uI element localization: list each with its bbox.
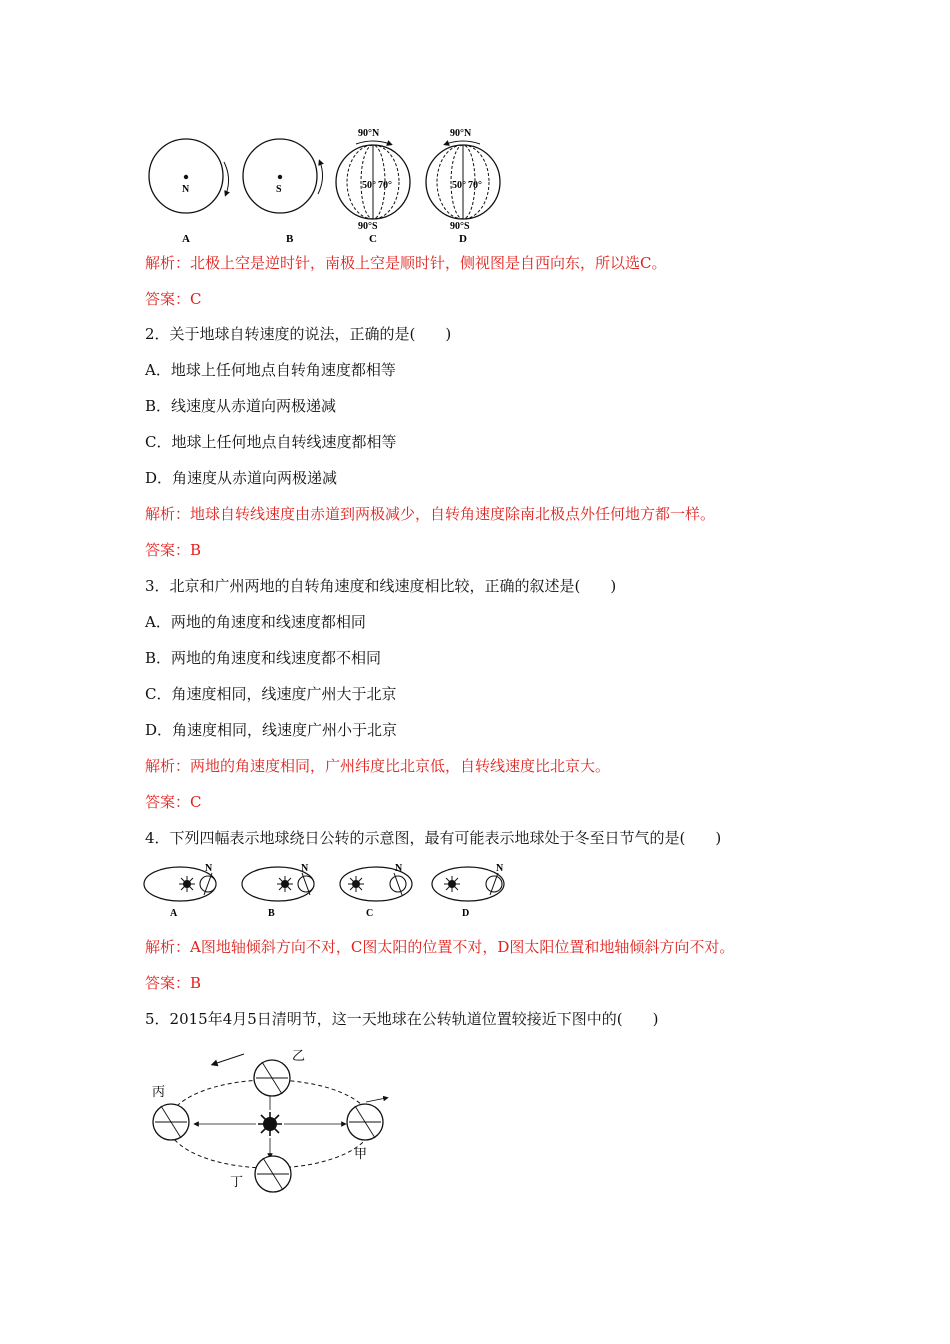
orbit-label-b: B (268, 908, 275, 919)
q2-answer: 答案：B (145, 541, 202, 559)
label-90s-d: 90°S (450, 221, 470, 232)
north-label-b: N (301, 863, 309, 874)
q2-option-c: C．地球上任何地点自转线速度都相等 (145, 433, 397, 451)
earth-position-jia (347, 1098, 386, 1161)
rotation-figure (140, 122, 510, 250)
north-label-a: N (205, 863, 213, 874)
orbit-label-d: D (462, 908, 470, 919)
north-label-c: N (395, 863, 403, 874)
q1-answer: 答案：C (145, 290, 202, 308)
north-label-d: N (496, 863, 504, 874)
label-bing: 丙 (152, 1084, 166, 1099)
q5-stem: 5．2015年4月5日清明节，这一天地球在公转轨道位置较接近下图中的( ) (145, 1010, 659, 1028)
orbit-position-figure (140, 1040, 400, 1200)
figure-label-c: C (369, 233, 377, 245)
figure-d-side-view (426, 128, 500, 245)
orbit-option-d (432, 863, 504, 919)
label-90n-d: 90°N (450, 128, 472, 139)
q2-stem: 2．关于地球自转速度的说法，正确的是( ) (145, 325, 452, 343)
label-90s-c: 90°S (358, 221, 378, 232)
orbit-option-a (144, 863, 216, 919)
pole-label-n: N (182, 184, 190, 195)
figure-label-b: B (286, 233, 294, 245)
q2-option-d: D．角速度从赤道向两极递减 (145, 469, 338, 487)
label-ding: 丁 (230, 1174, 244, 1189)
orbit-label-c: C (366, 908, 374, 919)
q4-answer: 答案：B (145, 974, 202, 992)
q3-option-d: D．角速度相同，线速度广州小于北京 (145, 721, 398, 739)
orbit-label-a: A (170, 908, 178, 919)
orbit-options-figure (140, 858, 520, 922)
figure-a-north-pole-view (149, 139, 229, 245)
label-lat70-c: 70° (378, 180, 392, 191)
q2-option-a: A．地球上任何地点自转角速度都相等 (145, 361, 396, 379)
q3-analysis: 解析：两地的角速度相同，广州纬度比北京低，自转线速度比北京大。 (145, 757, 611, 775)
q1-analysis: 解析：北极上空是逆时针，南极上空是顺时针，侧视图是自西向东，所以选C。 (145, 254, 667, 272)
q3-answer: 答案：C (145, 793, 202, 811)
q2-option-b: B．线速度从赤道向两极递减 (145, 397, 337, 415)
pole-label-s: S (276, 184, 282, 195)
figure-label-d: D (459, 233, 467, 245)
q3-option-c: C．角速度相同，线速度广州大于北京 (145, 685, 397, 703)
figure-label-a: A (182, 233, 190, 245)
q3-stem: 3．北京和广州两地的自转角速度和线速度相比较，正确的叙述是( ) (145, 577, 617, 595)
label-lat50-c: 50° (362, 180, 376, 191)
sun-icon (258, 1112, 282, 1136)
earth-position-yi (254, 1048, 305, 1096)
figure-c-side-view (336, 128, 410, 245)
label-jia: 甲 (354, 1146, 368, 1161)
orbit-option-b (242, 863, 314, 919)
figure-b-south-pole-view (243, 139, 323, 245)
orbit-option-c (340, 863, 412, 919)
earth-position-bing (152, 1084, 189, 1140)
q3-option-b: B．两地的角速度和线速度都不相同 (145, 649, 382, 667)
q2-analysis: 解析：地球自转线速度由赤道到两极减少，自转角速度除南北极点外任何地方都一样。 (145, 505, 716, 523)
q4-analysis: 解析：A图地轴倾斜方向不对，C图太阳的位置不对，D图太阳位置和地轴倾斜方向不对。 (145, 938, 735, 956)
label-90n-c: 90°N (358, 128, 380, 139)
label-yi: 乙 (292, 1048, 306, 1063)
q4-stem: 4．下列四幅表示地球绕日公转的示意图，最有可能表示地球处于冬至日节气的是( ) (145, 829, 722, 847)
q3-option-a: A．两地的角速度和线速度都相同 (145, 613, 366, 631)
label-lat50-d: 50° (452, 180, 466, 191)
earth-position-ding (230, 1156, 291, 1192)
label-lat70-d: 70° (468, 180, 482, 191)
